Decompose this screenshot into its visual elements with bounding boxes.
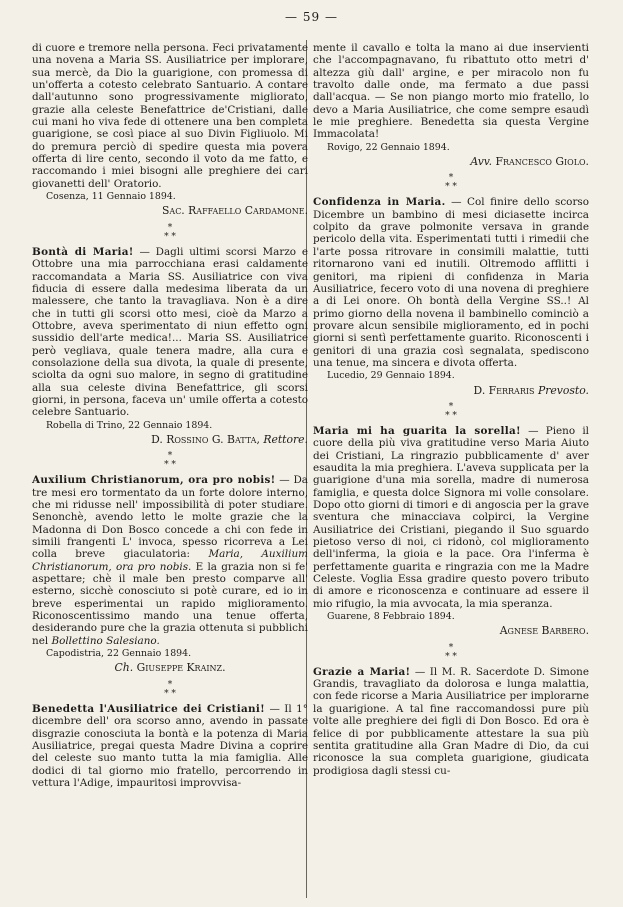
article-body xyxy=(32,42,308,190)
asterism-divider: * * * xyxy=(445,173,457,193)
signature-text: D. Ferraris xyxy=(473,383,535,397)
asterism-divider: * * * xyxy=(445,401,457,421)
signature-text: Giuseppe Krainz. xyxy=(136,661,226,675)
signature xyxy=(313,625,589,637)
paragraph-text: E la grazia non si fe' aspettare; chè il male ben presto comparve all' esterno, sicchè conosciuto si potè curare, ed io in breve esperimentai un rapido miglioramento. Riconoscentissimo mando una tenue offerta, desiderando pure che la grazia ottenuta si pubblichi nel xyxy=(32,560,308,647)
signature-text: Francesco Giolo. xyxy=(495,155,589,169)
asterism-divider: * * * xyxy=(445,642,457,662)
signature xyxy=(32,434,308,446)
signature xyxy=(313,385,589,397)
paragraph-text: — Col finire dello scorso Dicembre un bambino di mesi diciasette incirca colpito da grave polmonite versava in grande pericolo della vita. Esperimentati tutti i rimedii che l'arte possa ritrovare in consimili malattie, tutti ritornarono vani ed inutili. Oltremodo afflitti i genitori, ma ripieni di confidenza in Maria Ausiliatrice, fecero voto di una novena di preghiere a di Lei onore. Oh bontà della Vergine SS..! Al primo giorno della novena il bambinello cominciò a provare alcun sensibile miglioramento, ed in pochi giorni si sentì perfettamente guarito. Riconoscenti i genitori di una grazia così segnalata, spediscono una tenue, ma sincera e divota offerta. xyxy=(313,196,589,369)
signature-role: Rettore. xyxy=(263,432,308,446)
signature-title: Ch. xyxy=(114,661,134,675)
article-body xyxy=(313,196,589,369)
dateline: Rovigo, 22 Gennaio 1894. xyxy=(327,141,450,153)
asterism-divider: * * * xyxy=(164,451,176,471)
left-column xyxy=(32,42,308,789)
article-title: Auxilium Christianorum, ora pro nobis! xyxy=(32,474,276,487)
paragraph-text: mente il cavallo e tolta la mano ai due inservienti che l'accompagnavano, fu ribattuto otto metri d' altezza giù dall' argine, e per miracolo non fu travolto dalle onde, ma fermato a due passi dall'acqua. — Se non piango morto mio fratello, lo devo a Maria Ausiliatrice, che come sempre esaudì le mie preghiere. Benedetta sia questa Vergine Immacolata! xyxy=(313,42,589,141)
article-title: Grazie a Maria! xyxy=(313,665,411,678)
paragraph-text: — Da tre mesi ero tormentato da un forte dolore interno, che mi ridusse nell' impossibilità di poter studiare. Senonchè, avendo letto le molte grazie che la Madonna di Don Bosco concede a chi con fede in simili frangenti L' invoca, spesso ricorreva a Lei colla breve giaculatoria: xyxy=(32,474,308,561)
signature-text: Agnese Barbero. xyxy=(499,624,589,638)
asterism-divider: * * * xyxy=(164,679,176,699)
signature xyxy=(313,156,589,168)
prayer-quote: Maria, Auxilium Christianorum, ora pro nobis. xyxy=(32,548,308,573)
signature-role: Prevosto. xyxy=(537,383,589,397)
right-column xyxy=(313,42,589,777)
article-body xyxy=(32,703,308,789)
publication-name: Bollettino Salesiano. xyxy=(51,634,160,647)
asterism-divider: * * * xyxy=(164,222,176,242)
dateline: Capodistria, 22 Gennaio 1894. xyxy=(46,648,192,660)
paragraph-text: — Il 1° dicembre dell' ora scorso anno, avendo in passate disgrazie conosciuta la bontà e la potenza di Maria Ausiliatrice, pregai questa Madre Divina a coprire del celeste suo manto tutta la mia famiglia. Alle dodici di tal giorno mio fratello, percorrendo in vettura l'Adige, impauritosi improvvisa- xyxy=(32,702,308,789)
paragraph-text: — Dagli ultimi scorsi Marzo e Ottobre una mia parrocchiana erasi caldamente raccomandata a Maria SS. Ausiliatrice con viva fiducia di essere dalla medesima liberata da un malessere, che tanto la travagliava. Non è a dire che in tutti gli scorsi otto mesi, cioè da Marzo a Ottobre, aveva sperimentato di niun effetto ogni sussidio dell'arte medica!... Maria SS. Ausiliatrice però vegliava, quale tenera madre, alla cura e consolazione della sua divota, la quale di presente, sciolta da ogni suo malore, in segno di gratitudine alla sua celeste divina Benefattrice, gli scorsi giorni, in persona, faceva un' umile offerta a cotesto celebre Santuario. xyxy=(32,245,308,419)
article-title: Bontà di Maria! xyxy=(32,245,134,258)
article-body xyxy=(313,666,589,777)
article-title: Confidenza in Maria. xyxy=(313,196,446,209)
signature xyxy=(32,205,308,217)
article-body xyxy=(32,246,308,419)
article-body xyxy=(32,474,308,647)
dateline: Lucedio, 29 Gennaio 1894. xyxy=(327,370,455,382)
signature-title: Avv. xyxy=(470,155,493,169)
signature xyxy=(32,662,308,674)
signature-text: Sac. Raffaello Cardamone. xyxy=(162,204,308,218)
article-body xyxy=(313,42,589,141)
paragraph-text: — Pieno il cuore della più viva gratitudine verso Maria Aiuto dei Cristiani, La ringrazio pubblicamente d' aver esaudita la mia preghiera. L'aveva supplicata per la guarigione d'una mia sorella, madre di numerosa famiglia, e questa dolce Signora mi volle consolare. Dopo otto giorni di timori e di angoscia per la grave sventura che minacciava colpirci, la Vergine Ausiliatrice dei Cristiani, piegando il Suo sguardo pietoso verso di noi, ci ridonò, col miglioramento dell'inferma, la gioia e la pace. Ora l'inferma è perfettamente guarita e ringrazia con me la Madre Celeste. Voglia Essa gradire questo povero tributo di amore e riconoscenza e continuare ad essere il mio rifugio, la mia avvocata, la mia speranza. xyxy=(313,424,590,610)
article-title: Benedetta l'Ausiliatrice dei Cristiani! xyxy=(32,702,265,715)
article-body xyxy=(313,425,589,610)
dateline: Cosenza, 11 Gennaio 1894. xyxy=(46,191,176,203)
paragraph-text: — Il M. R. Sacerdote D. Simone Grandis, travagliato da dolorosa e lunga malattia, con fede ricorse a Maria Ausiliatrice per implorarne la guarigione. A tal fine raccomandossi pure più volte alle preghiere dei figli di Don Bosco. Ed ora è felice di por pubblicamente attestare la sua più sentita gratitudine alla Gran Madre di Dio, da cui riconosce la sua completa guarigione, giudicata prodigiosa dagli stessi cu- xyxy=(313,665,589,777)
dateline: Robella di Trino, 22 Gennaio 1894. xyxy=(46,419,213,431)
paragraph-text: di cuore e tremore nella persona. Feci privatamente una novena a Maria SS. Ausiliatrice per implorare, sua mercè, da Dio la guarigione, con promessa di un'offerta a cotesto celebrato Santuario. A contare dall'autunno sono progressivamente migliorato, grazie alla celeste Benefattrice de'Cristiani, dalle cui mani ho viva fede di ottenere una ben completa guarigione, se così piace al suo Divin Figliuolo. Mi do premura perciò di spedire questa mia povera offerta di lire cento, secondo il voto da me fatto, e raccomando i miei bisogni alle preghiere dei cari giovanetti dell' Oratorio. xyxy=(32,42,308,190)
signature-text: D. Rossino G. Batta, xyxy=(151,432,260,446)
page-number: — 59 — xyxy=(285,10,338,24)
dateline: Guarene, 8 Febbraio 1894. xyxy=(327,611,455,623)
article-title: Maria mi ha guarita la sorella! xyxy=(313,424,521,437)
